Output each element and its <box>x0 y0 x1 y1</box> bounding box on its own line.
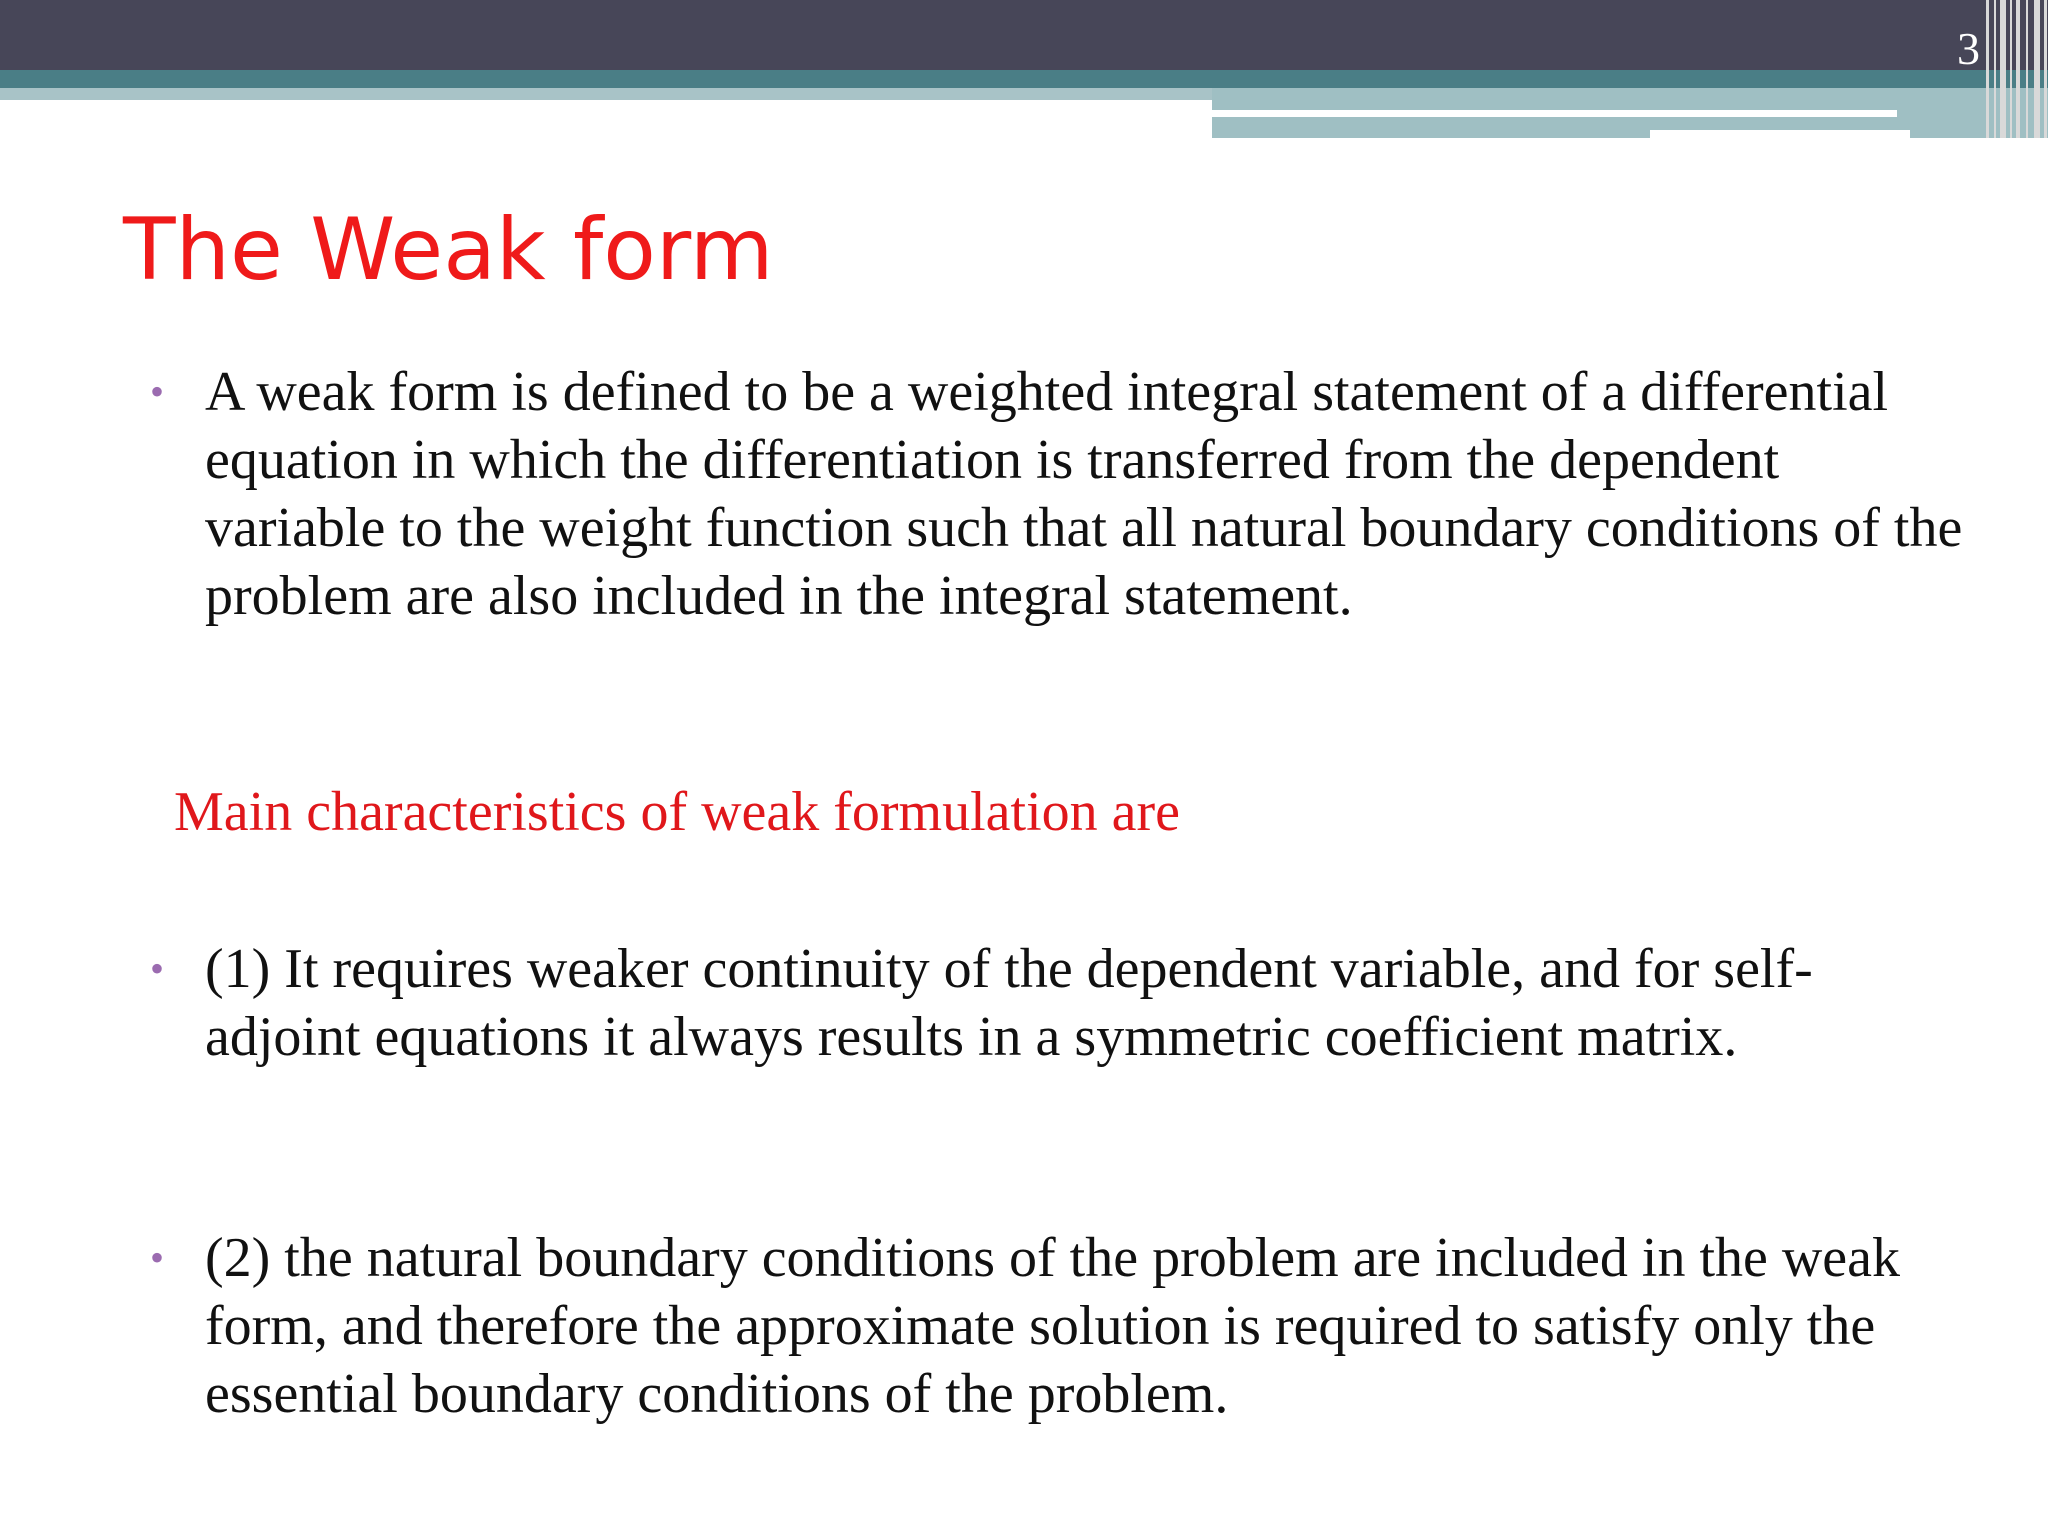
bullet-text: (2) the natural boundary conditions of the problem are included in the weak form, and therefore the approximate solution is required to satisfy only the essential boundary conditions of the problem. <box>205 1227 1901 1425</box>
header-stripes <box>1982 0 2048 138</box>
header-line <box>1650 130 1910 138</box>
bullet-text: (1) It requires weaker continuity of the dependent variable, and for self-adjoint equations it always results in a symmetric coefficient matrix. <box>205 938 1813 1068</box>
bullet-icon: • <box>150 946 165 991</box>
bullet-item <box>150 935 1965 1071</box>
bullet-icon: • <box>150 369 165 414</box>
header-line <box>1212 110 1897 117</box>
bullet-icon: • <box>150 1235 165 1280</box>
bullet-item <box>150 358 1965 630</box>
header-accent-light <box>0 88 1212 100</box>
header-bar <box>0 0 2048 70</box>
subheading: Main characteristics of weak formulation are <box>174 781 1181 843</box>
slide-number: 3 <box>1957 23 1980 74</box>
header-accent-bar <box>0 70 2048 88</box>
bullet-item <box>150 1224 1965 1428</box>
slide-title: The Weak form <box>123 200 774 300</box>
bullet-text: A weak form is defined to be a weighted integral statement of a differential equation in which the differentiation is transferred from the dependent variable to the weight function such that all natural boundary conditions of the problem are also included in the integral statement. <box>205 361 1963 627</box>
